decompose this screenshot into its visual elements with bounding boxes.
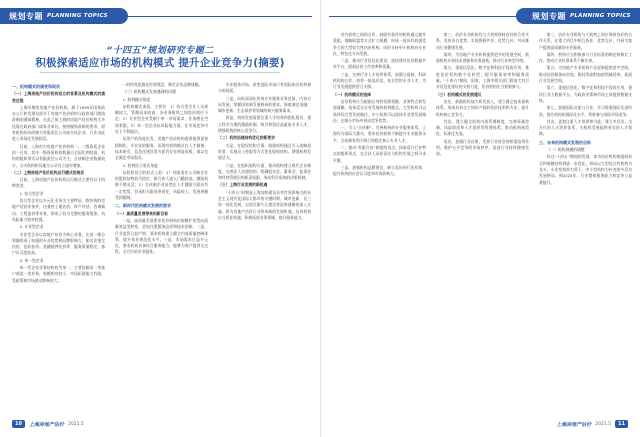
item-heading: 2. 机构设立形式角度 xyxy=(122,162,158,168)
section-heading: 一、机构模式的演变和现状 xyxy=(12,84,60,89)
section-header-zh: 规划专题 xyxy=(9,11,43,21)
paragraph: 再次，加强行业自律，发挥行业协会的桥梁纽带作用，维护公平竞争的市场秩序，促进行业持续健康发展。 xyxy=(436,138,529,157)
item-heading: 1. 综合型企业 xyxy=(19,190,44,196)
subsection-heading: （三）上海行业发展的新机遇 xyxy=(218,182,268,188)
paragraph: 第五，重视信息化、数字化和科技手段的应用，推进估价机构数字化转型，提升服务效率和服务质量。“十四五”期间，国家、上海市相关部门将加大对行业信息化建设的支持力度，估价机构应当积极参与。 xyxy=(436,65,529,90)
paragraph: 第六，重视信息化、数字化和科技手段的应用，建设行业大数据平台，为政府决策和市场主体提供数据支持。 xyxy=(539,85,632,103)
footer-right xyxy=(552,419,628,429)
article-kicker: “十四五”规划研究专题二 xyxy=(106,46,214,56)
paragraph: 专业服务市场，改变国际市场只有国际知名机构参与的局面。 xyxy=(218,82,311,94)
text-column-right-2 xyxy=(436,32,529,418)
section-heading: 二、新时代机构模式发展的要求 xyxy=(115,203,171,209)
title-rule xyxy=(40,72,280,73)
header-rule xyxy=(128,16,312,17)
subsection-heading: （一）上海房地产估价机构设立的背景及机构模式的演变过程 xyxy=(12,91,105,103)
article-title: 积极探索适应市场的机构模式 提升企业竞争力(摘要) xyxy=(35,57,285,69)
paragraph: “十四五”时期是上海加快建设具有世界影响力的社会主义现代化国际大都市的关键时期。城市更新、长三角一体化发展、自贸区新片区建设等国家战略的深入实施，将为房地产估价行业带来新的发展机遇。估价机构应当抓住机遇，积极拓展业务领域，提升服务能力。 xyxy=(218,189,311,220)
paragraph: 目前，上海市内房地产估价机构一、二级资质企业约一百家，其中一级资质机构数量占全国比例较高，机构的组织形式以有限责任公司为主，合伙制企业数量较少，分支机构和异地分公司设立逐年增加。 xyxy=(12,143,105,168)
paragraph: 三是，完善行业人才培养体系，加强与高校、科研机构的合作，培养一批高层次、复合型的专业人才，为行业发展提供智力支撑。 xyxy=(333,71,426,90)
subsection-heading: （三）机构模式的发展建议 xyxy=(436,91,482,97)
paragraph: 一是，高质量发展要求估价机构由规模扩张型向质量效益型转变，更加注重服务品质和技术创新。二是，行业监管日趋严格，要求机构建立健全内部质量控制体系，提升执业规范化水平。三是，市场需求日益多元化，要求机构具备综合服务能力，能够为客户提供全过程、全方位的专业服务。 xyxy=(115,217,208,255)
paragraph: 其次，建立健全机构内部管理制度，完善质量控制、风险防范和人才培养等管理体系，推动机构规范化、标准化发展。 xyxy=(436,118,529,137)
paragraph: 第四，为房地产专业机构提供更多的发展空间，鼓励机构开展技术创新和业务创新，推动行业转型升级。 xyxy=(436,51,529,64)
item-heading: 2. 专业型企业 xyxy=(19,224,44,230)
paragraph: 估价机构应当根据自身的资源禀赋、业务特点和发展战略，选择适合自身发展的机构模式。大型机构可以选择综合型发展路径，中小机构可以选择专业型发展路径，在细分市场中形成竞争优势。 xyxy=(333,98,426,123)
paragraph: 第四，机构应当积极参与行业标准的制定和修订工作，推动行业标准体系不断完善。 xyxy=(539,51,632,64)
section-header-right xyxy=(516,8,640,24)
text-column-left-2 xyxy=(115,82,208,418)
text-column-left-1 xyxy=(12,82,105,418)
paragraph: 第三，估价专业机构均与大机构保持良好的合作关系，发挥各自优势，实现资源共享、优势互补，共同推动行业健康发展。 xyxy=(436,32,529,50)
paragraph: 第七，加强国际交流与合作，学习借鉴国际先进经验，提升机构的国际化水平，积极参与国际市场竞争。 xyxy=(539,105,632,117)
paragraph: 第五，为房地产专业机构产品更新提供更多空间，推动估价服务向咨询、顾问等高附加值领域延伸，拓展行业发展空间。 xyxy=(539,65,632,84)
paragraph: 第三，估价专业机构与大机构之间应保持良好的合作关系。在重大项目中相互协作、优势互补，共同为客户提供高质量的专业服务。 xyxy=(539,32,632,50)
section-header-en: PLANNING TOPICS xyxy=(47,13,108,19)
subsection-heading: （二）上海房地产估价机构运行模式的现状 xyxy=(12,169,85,175)
paragraph: 从机构模式来看，主要有：1）综合型企业人员规模较大，管理成本较高，各业务板块之间协同效应不足；2）专业型企业受制于单一市场需求，业务增长空间有限；3）单一型企业抗风险能力弱，在市场竞争中处于不利地位。 xyxy=(115,103,208,135)
paragraph: 首先，鼓励机构加大研发投入，建立健全技术创新体系，形成具有自主知识产权的估价技术和方法，提升机构核心竞争力。 xyxy=(436,98,529,117)
footer-left xyxy=(12,419,84,429)
item-heading: （一）机构规模的调整 xyxy=(546,147,585,153)
paragraph: 一的经营思路及经营理念，制定企业品牌战略。 xyxy=(122,82,203,87)
paragraph: 六是，在组织架构方面，推动机构建立现代企业制度，完善法人治理结构，明确股东会、董事会、监事会和经营管理层的职责权限，形成科学高效的决策机制。 xyxy=(218,162,311,181)
item-heading: 3. 单一型企业 xyxy=(19,257,44,263)
paragraph: 目前，上海房地产估价机构运行模式主要有以下四种类型。 xyxy=(12,177,105,189)
subsection-heading: （二）机构治理结构优化的新要求 xyxy=(218,135,275,141)
paragraph: 综合型企业以多元化业务为主要特征，除传统的房地产估价业务外，还兼营土地估价、资产评估、咨询顾问、工程造价等业务，形成了较为完整的服务链条，抗风险能力相对较强。 xyxy=(12,198,105,222)
page-number: 11 xyxy=(615,420,628,428)
paragraph: 三是，向纵深深化传统专业服务业务范围，内容方向发展，掌握国家新发展格局的要求，探索满足金融、城市更新、生态保护等领域的新兴服务需求。 xyxy=(218,95,311,114)
subsection-heading: （一）高质量发展带来的新目标 xyxy=(115,210,169,216)
subsection-heading: （一）机构模式的选择 xyxy=(333,91,371,97)
paragraph: 经过“十四五”期间的发展，本市估价机构的组织形式和规模结构将进一步优化，形成以大型综合性机构为龙头、专业型机构为骨干、中小型机构为补充的多层次发展格局。到2025年，行业整体服务能力和竞争力显著提升。 xyxy=(539,154,632,185)
text-column-left-3 xyxy=(218,82,311,418)
text-column-right-1 xyxy=(333,32,426,418)
paragraph: 业内机构之间的合作，鼓励有条件的机构通过兼并重组、战略联盟等方式扩大规模，形成一批具有较强竞争力的大型综合性估价机构，同时支持中小机构向专业化、特色化方向发展。 xyxy=(333,32,426,56)
section-header-zh: 规划专题 xyxy=(532,11,566,21)
right-page xyxy=(320,0,640,437)
issue-date: 2021.5 xyxy=(67,421,84,427)
paragraph: 从机构设立的形式上看：1）有限责任公司制企业的股权结构较为固定，新合伙人进入门槛较高，激励机制不够灵活；2）合伙制企业虽然在人才激励方面具有一定优势，但承担无限连带责任，风险较大，发展规模受到限制。 xyxy=(115,169,208,201)
item-heading: （三）机构模式发展遇到的问题 xyxy=(122,89,176,95)
paragraph: 其次，更加注重人才培养和引进，建立多层次、全方位的人才培养体系，为机构发展提供坚实的人才保障。 xyxy=(539,118,632,137)
paragraph: 二是，推动行业信息化建设，加快建设估价数据共享平台，提高估价工作效率和质量。 xyxy=(333,58,426,70)
paragraph: 三是，加强机构品牌建设，树立良好的行业形象，提升机构的社会认可度和市场影响力。 xyxy=(333,164,426,177)
paragraph: 上海早期的房地产估价机构，源于1999年国务院办公厅转发建设部关于房地产估价机构与政府部门脱钩改制的通知精神，在此之前上海的房地产估价机构大多挂靠在政府部门或事业单位。按照脱钩改制的要求，原有机构纷纷改制为有限责任公司或合伙企业，行业由此进入市场化发展阶段。 xyxy=(12,104,105,142)
paragraph: 四是，机构发展需要注重人才培养和团队建设，建立科学合理的激励机制，吸引和留住高素质专业人才，增强机构的核心竞争力。 xyxy=(218,115,311,134)
magazine-name: 上海房地产估价 xyxy=(556,421,592,428)
paragraph: 单一型企业业务结构较为单一，主要依赖某一类客户或某一类业务，规模相对较小，市场拓展能力有限，受政策和市场波动影响较大。 xyxy=(12,265,105,283)
header-rule xyxy=(329,16,517,17)
paragraph: 一、引入“合伙制”，完善机构的专业服务体系。上海作为国际大都市，要求估价机构不断提升专业服务水平，合伙制有利于吸引和稳定核心专业人才。 xyxy=(333,125,426,143)
item-heading: 1. 机构模式角度 xyxy=(122,96,151,102)
section-heading: 三、未来机构模式发展的目标 xyxy=(539,139,591,145)
magazine-name: 上海房地产估价 xyxy=(28,421,64,428)
section-header-en: PLANNING TOPICS xyxy=(570,13,631,19)
paragraph: 二、推动“有限合伙”制度的试点，探索适合行业特点的组织形式，在合伙人承担责任与机构发展之间寻求平衡。 xyxy=(333,145,426,163)
section-header-left xyxy=(0,8,128,24)
paragraph: 专业型企业以房地产估价为核心业务，在某一细分领域形成了较强的专业优势和品牌影响力，如司法鉴定估价、征收估价、金融抵押估价等，服务质量稳定，客户认可度较高。 xyxy=(12,231,105,256)
paragraph: 从用户的角度出发，房地产估价机构需要提供更加精细化、专业化的服务，而现有机构模式在人才储备、技术研发、信息化建设等方面仍存在明显短板，难以完全满足市场需求。 xyxy=(115,136,208,161)
page-number: 10 xyxy=(12,420,25,428)
text-column-right-3 xyxy=(539,32,632,418)
issue-date: 2021.5 xyxy=(595,421,612,427)
paragraph: 五是，在股权结构方面，鼓励机构通过引入战略投资者、实施员工持股等方式优化股权结构，增强机构发展活力。 xyxy=(218,142,311,161)
